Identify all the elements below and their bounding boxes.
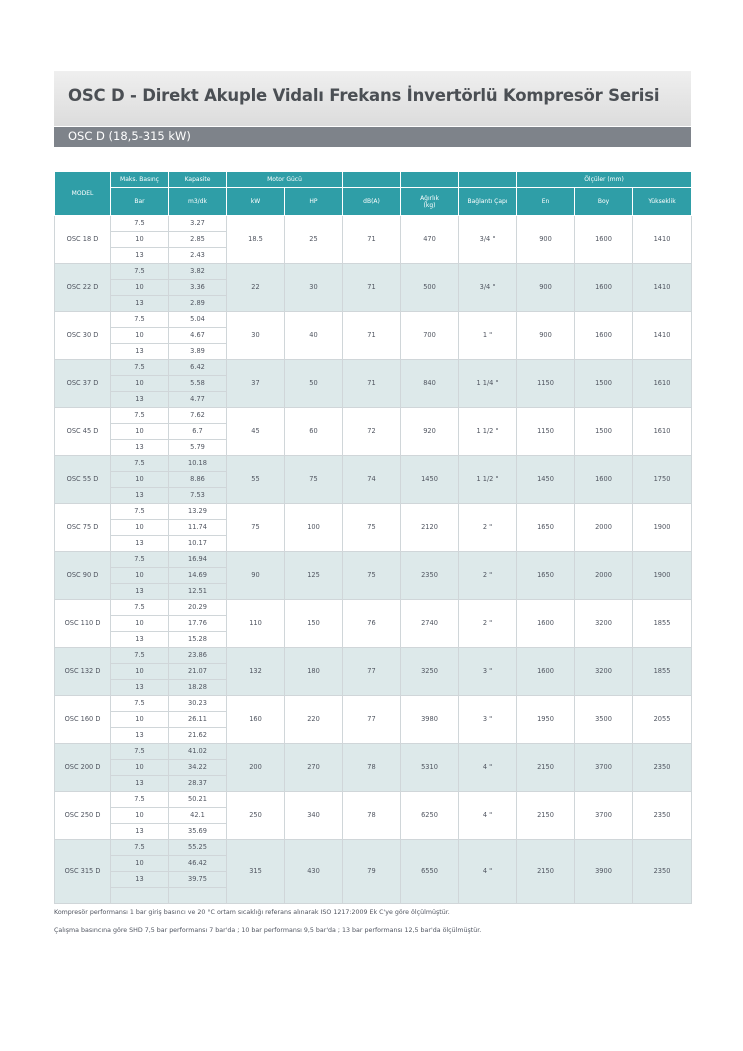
length-cell: 3200 [575, 648, 633, 696]
pressure-cell: 13 [111, 728, 169, 744]
footnote-2: Çalışma basıncına göre SHD 7,5 bar performansı 7 bar'da ; 10 bar performansı 9,5 bar'da ; 13 bar performansı 12,5 bar'da ölçülmüştür. [54, 927, 482, 934]
capacity-cell: 6.42 [169, 360, 227, 376]
pressure-cell: 13 [111, 392, 169, 408]
width-cell: 1600 [517, 648, 575, 696]
table-row [55, 504, 692, 520]
noise-cell: 79 [343, 840, 401, 904]
table-row [55, 312, 692, 328]
capacity-cell: 15.28 [169, 632, 227, 648]
width-cell: 900 [517, 216, 575, 264]
table-row [55, 360, 692, 376]
table-row [55, 696, 692, 712]
capacity-cell: 7.62 [169, 408, 227, 424]
pressure-cell: 10 [111, 376, 169, 392]
pressure-cell: 13 [111, 680, 169, 696]
connection-cell: 3 " [459, 648, 517, 696]
hp-cell: 100 [285, 504, 343, 552]
pressure-cell: 7.5 [111, 600, 169, 616]
noise-cell: 71 [343, 312, 401, 360]
capacity-cell: 3.36 [169, 280, 227, 296]
connection-cell: 4 " [459, 840, 517, 904]
pressure-cell: 13 [111, 584, 169, 600]
connection-cell: 3 " [459, 696, 517, 744]
connection-cell: 1 1/4 " [459, 360, 517, 408]
subtitle-bar [54, 127, 691, 147]
weight-cell: 3980 [401, 696, 459, 744]
length-cell: 3900 [575, 840, 633, 904]
noise-cell: 77 [343, 648, 401, 696]
capacity-cell: 55.25 [169, 840, 227, 856]
pressure-cell: 10 [111, 712, 169, 728]
pressure-cell: 10 [111, 760, 169, 776]
capacity-cell: 20.29 [169, 600, 227, 616]
pressure-cell: 13 [111, 632, 169, 648]
height-cell: 2350 [633, 744, 692, 792]
capacity-cell: 23.86 [169, 648, 227, 664]
capacity-cell: 8.86 [169, 472, 227, 488]
width-cell: 1600 [517, 600, 575, 648]
capacity-cell: 13.29 [169, 504, 227, 520]
capacity-cell: 28.37 [169, 776, 227, 792]
capacity-cell: 3.27 [169, 216, 227, 232]
pressure-cell: 10 [111, 616, 169, 632]
pressure-cell: 7.5 [111, 408, 169, 424]
pressure-cell: 7.5 [111, 552, 169, 568]
height-cell: 1610 [633, 408, 692, 456]
pressure-cell: 10 [111, 520, 169, 536]
pressure-cell: 7.5 [111, 264, 169, 280]
connection-cell: 1 1/2 " [459, 456, 517, 504]
capacity-cell: 18.28 [169, 680, 227, 696]
width-cell: 900 [517, 264, 575, 312]
noise-cell: 72 [343, 408, 401, 456]
pressure-cell: 7.5 [111, 744, 169, 760]
height-cell: 2350 [633, 840, 692, 904]
capacity-cell: 5.58 [169, 376, 227, 392]
capacity-cell: 34.22 [169, 760, 227, 776]
capacity-cell: 10.17 [169, 536, 227, 552]
kw-cell: 315 [227, 840, 285, 904]
height-cell: 1410 [633, 312, 692, 360]
pressure-cell: 7.5 [111, 696, 169, 712]
model-cell: OSC 45 D [55, 408, 111, 456]
capacity-cell: 2.43 [169, 248, 227, 264]
kw-cell: 160 [227, 696, 285, 744]
length-cell: 3700 [575, 744, 633, 792]
capacity-cell: 17.76 [169, 616, 227, 632]
noise-cell: 75 [343, 552, 401, 600]
height-cell: 1900 [633, 504, 692, 552]
footnote-1: Kompresör performansı 1 bar giriş basıncı ve 20 °C ortam sıcaklığı referans alınarak ISO 1217:2009 Ek C'ye göre ölçülmüştür. [54, 909, 450, 916]
capacity-cell: 21.62 [169, 728, 227, 744]
pressure-cell: 10 [111, 568, 169, 584]
pressure-cell: 7.5 [111, 792, 169, 808]
hp-cell: 270 [285, 744, 343, 792]
connection-cell: 3/4 " [459, 216, 517, 264]
pressure-cell: 13 [111, 440, 169, 456]
model-cell: OSC 75 D [55, 504, 111, 552]
kw-cell: 90 [227, 552, 285, 600]
weight-cell: 5310 [401, 744, 459, 792]
kw-cell: 22 [227, 264, 285, 312]
connection-cell: 2 " [459, 600, 517, 648]
hp-cell: 50 [285, 360, 343, 408]
length-cell: 1500 [575, 408, 633, 456]
pressure-cell: 10 [111, 232, 169, 248]
model-cell: OSC 160 D [55, 696, 111, 744]
pressure-cell: 7.5 [111, 216, 169, 232]
connection-cell: 2 " [459, 552, 517, 600]
kw-cell: 200 [227, 744, 285, 792]
connection-cell: 4 " [459, 744, 517, 792]
height-cell: 2055 [633, 696, 692, 744]
header-noise: dB(A) [343, 188, 401, 216]
length-cell: 3500 [575, 696, 633, 744]
weight-cell: 470 [401, 216, 459, 264]
weight-cell: 500 [401, 264, 459, 312]
weight-cell: 6250 [401, 792, 459, 840]
capacity-cell: 2.85 [169, 232, 227, 248]
noise-cell: 71 [343, 216, 401, 264]
header-bar: Bar [111, 188, 169, 216]
model-cell: OSC 315 D [55, 840, 111, 904]
capacity-cell: 6.7 [169, 424, 227, 440]
pressure-cell: 13 [111, 872, 169, 888]
pressure-cell: 7.5 [111, 360, 169, 376]
hp-cell: 75 [285, 456, 343, 504]
height-cell: 1610 [633, 360, 692, 408]
kw-cell: 30 [227, 312, 285, 360]
noise-cell: 75 [343, 504, 401, 552]
header-capacity-unit: m3/dk [169, 188, 227, 216]
length-cell: 1600 [575, 264, 633, 312]
pressure-cell: 10 [111, 856, 169, 872]
header-height: Yükseklik [633, 188, 692, 216]
noise-cell: 76 [343, 600, 401, 648]
capacity-cell: 5.04 [169, 312, 227, 328]
model-cell: OSC 55 D [55, 456, 111, 504]
header-length: Boy [575, 188, 633, 216]
capacity-cell: 10.18 [169, 456, 227, 472]
model-cell: OSC 200 D [55, 744, 111, 792]
weight-cell: 6550 [401, 840, 459, 904]
table-row [55, 552, 692, 568]
pressure-cell: 10 [111, 280, 169, 296]
capacity-cell: 5.79 [169, 440, 227, 456]
capacity-cell [169, 888, 227, 904]
noise-cell: 74 [343, 456, 401, 504]
capacity-cell: 35.69 [169, 824, 227, 840]
header-max-pressure: Maks. Basınç [111, 172, 169, 188]
capacity-cell: 42.1 [169, 808, 227, 824]
pressure-cell: 10 [111, 472, 169, 488]
table-row [55, 264, 692, 280]
connection-cell: 4 " [459, 792, 517, 840]
connection-cell: 3/4 " [459, 264, 517, 312]
capacity-cell: 46.42 [169, 856, 227, 872]
model-cell: OSC 22 D [55, 264, 111, 312]
capacity-cell: 4.67 [169, 328, 227, 344]
height-cell: 1410 [633, 216, 692, 264]
header-kw: kW [227, 188, 285, 216]
length-cell: 1500 [575, 360, 633, 408]
connection-cell: 2 " [459, 504, 517, 552]
width-cell: 2150 [517, 792, 575, 840]
capacity-cell: 3.89 [169, 344, 227, 360]
table-row [55, 456, 692, 472]
pressure-cell: 13 [111, 296, 169, 312]
model-cell: OSC 18 D [55, 216, 111, 264]
header-connection: Bağlantı Çapı [459, 188, 517, 216]
length-cell: 2000 [575, 552, 633, 600]
table-row [55, 792, 692, 808]
model-cell: OSC 37 D [55, 360, 111, 408]
height-cell: 1750 [633, 456, 692, 504]
header-capacity: Kapasite [169, 172, 227, 188]
kw-cell: 250 [227, 792, 285, 840]
model-cell: OSC 132 D [55, 648, 111, 696]
pressure-cell: 10 [111, 664, 169, 680]
noise-cell: 71 [343, 360, 401, 408]
capacity-cell: 12.51 [169, 584, 227, 600]
pressure-cell: 7.5 [111, 504, 169, 520]
hp-cell: 30 [285, 264, 343, 312]
height-cell: 1900 [633, 552, 692, 600]
width-cell: 1650 [517, 504, 575, 552]
pressure-cell: 7.5 [111, 648, 169, 664]
weight-cell: 920 [401, 408, 459, 456]
table-row [55, 408, 692, 424]
capacity-cell: 4.77 [169, 392, 227, 408]
pressure-cell: 7.5 [111, 840, 169, 856]
hp-cell: 220 [285, 696, 343, 744]
capacity-cell: 30.23 [169, 696, 227, 712]
header-blank-3 [459, 172, 517, 188]
capacity-cell: 3.82 [169, 264, 227, 280]
weight-cell: 700 [401, 312, 459, 360]
hp-cell: 340 [285, 792, 343, 840]
model-cell: OSC 90 D [55, 552, 111, 600]
header-model: MODEL [55, 172, 111, 216]
title-bar [54, 71, 691, 126]
pressure-cell: 10 [111, 328, 169, 344]
capacity-cell: 21.07 [169, 664, 227, 680]
connection-cell: 1 1/2 " [459, 408, 517, 456]
width-cell: 1650 [517, 552, 575, 600]
weight-cell: 2120 [401, 504, 459, 552]
hp-cell: 25 [285, 216, 343, 264]
hp-cell: 125 [285, 552, 343, 600]
header-blank-2 [401, 172, 459, 188]
noise-cell: 78 [343, 792, 401, 840]
height-cell: 1855 [633, 648, 692, 696]
pressure-cell [111, 888, 169, 904]
header-weight: Ağırlık (kg) [401, 188, 459, 216]
hp-cell: 430 [285, 840, 343, 904]
hp-cell: 40 [285, 312, 343, 360]
kw-cell: 37 [227, 360, 285, 408]
height-cell: 1410 [633, 264, 692, 312]
model-cell: OSC 110 D [55, 600, 111, 648]
kw-cell: 110 [227, 600, 285, 648]
table-row [55, 744, 692, 760]
weight-cell: 2350 [401, 552, 459, 600]
pressure-cell: 13 [111, 536, 169, 552]
length-cell: 1600 [575, 216, 633, 264]
header-motor-power: Motor Gücü [227, 172, 343, 188]
length-cell: 1600 [575, 456, 633, 504]
noise-cell: 77 [343, 696, 401, 744]
table-row [55, 840, 692, 856]
model-cell: OSC 250 D [55, 792, 111, 840]
hp-cell: 60 [285, 408, 343, 456]
table-row [55, 600, 692, 616]
table-row [55, 648, 692, 664]
page-title: OSC D - Direkt Akuple Vidalı Frekans İnvertörlü Kompresör Serisi [68, 86, 660, 105]
pressure-cell: 13 [111, 488, 169, 504]
height-cell: 2350 [633, 792, 692, 840]
width-cell: 2150 [517, 840, 575, 904]
noise-cell: 71 [343, 264, 401, 312]
kw-cell: 132 [227, 648, 285, 696]
length-cell: 3700 [575, 792, 633, 840]
hp-cell: 180 [285, 648, 343, 696]
pressure-cell: 13 [111, 824, 169, 840]
capacity-cell: 14.69 [169, 568, 227, 584]
width-cell: 2150 [517, 744, 575, 792]
width-cell: 1450 [517, 456, 575, 504]
capacity-cell: 50.21 [169, 792, 227, 808]
length-cell: 1600 [575, 312, 633, 360]
weight-cell: 2740 [401, 600, 459, 648]
capacity-cell: 41.02 [169, 744, 227, 760]
pressure-cell: 13 [111, 248, 169, 264]
length-cell: 2000 [575, 504, 633, 552]
capacity-cell: 39.75 [169, 872, 227, 888]
pressure-cell: 7.5 [111, 312, 169, 328]
header-hp: HP [285, 188, 343, 216]
pressure-cell: 10 [111, 424, 169, 440]
capacity-cell: 26.11 [169, 712, 227, 728]
weight-cell: 3250 [401, 648, 459, 696]
pressure-cell: 7.5 [111, 456, 169, 472]
width-cell: 1950 [517, 696, 575, 744]
header-dimensions: Ölçüler (mm) [517, 172, 692, 188]
weight-cell: 1450 [401, 456, 459, 504]
capacity-cell: 2.89 [169, 296, 227, 312]
kw-cell: 55 [227, 456, 285, 504]
noise-cell: 78 [343, 744, 401, 792]
length-cell: 3200 [575, 600, 633, 648]
width-cell: 1150 [517, 360, 575, 408]
width-cell: 1150 [517, 408, 575, 456]
model-cell: OSC 30 D [55, 312, 111, 360]
capacity-cell: 11.74 [169, 520, 227, 536]
spec-table [54, 171, 692, 904]
series-subtitle: OSC D (18,5-315 kW) [68, 129, 191, 143]
capacity-cell: 16.94 [169, 552, 227, 568]
hp-cell: 150 [285, 600, 343, 648]
kw-cell: 45 [227, 408, 285, 456]
kw-cell: 75 [227, 504, 285, 552]
kw-cell: 18.5 [227, 216, 285, 264]
pressure-cell: 13 [111, 776, 169, 792]
width-cell: 900 [517, 312, 575, 360]
header-blank-1 [343, 172, 401, 188]
connection-cell: 1 " [459, 312, 517, 360]
height-cell: 1855 [633, 600, 692, 648]
capacity-cell: 7.53 [169, 488, 227, 504]
header-width: En [517, 188, 575, 216]
weight-cell: 840 [401, 360, 459, 408]
table-row [55, 216, 692, 232]
pressure-cell: 10 [111, 808, 169, 824]
pressure-cell: 13 [111, 344, 169, 360]
